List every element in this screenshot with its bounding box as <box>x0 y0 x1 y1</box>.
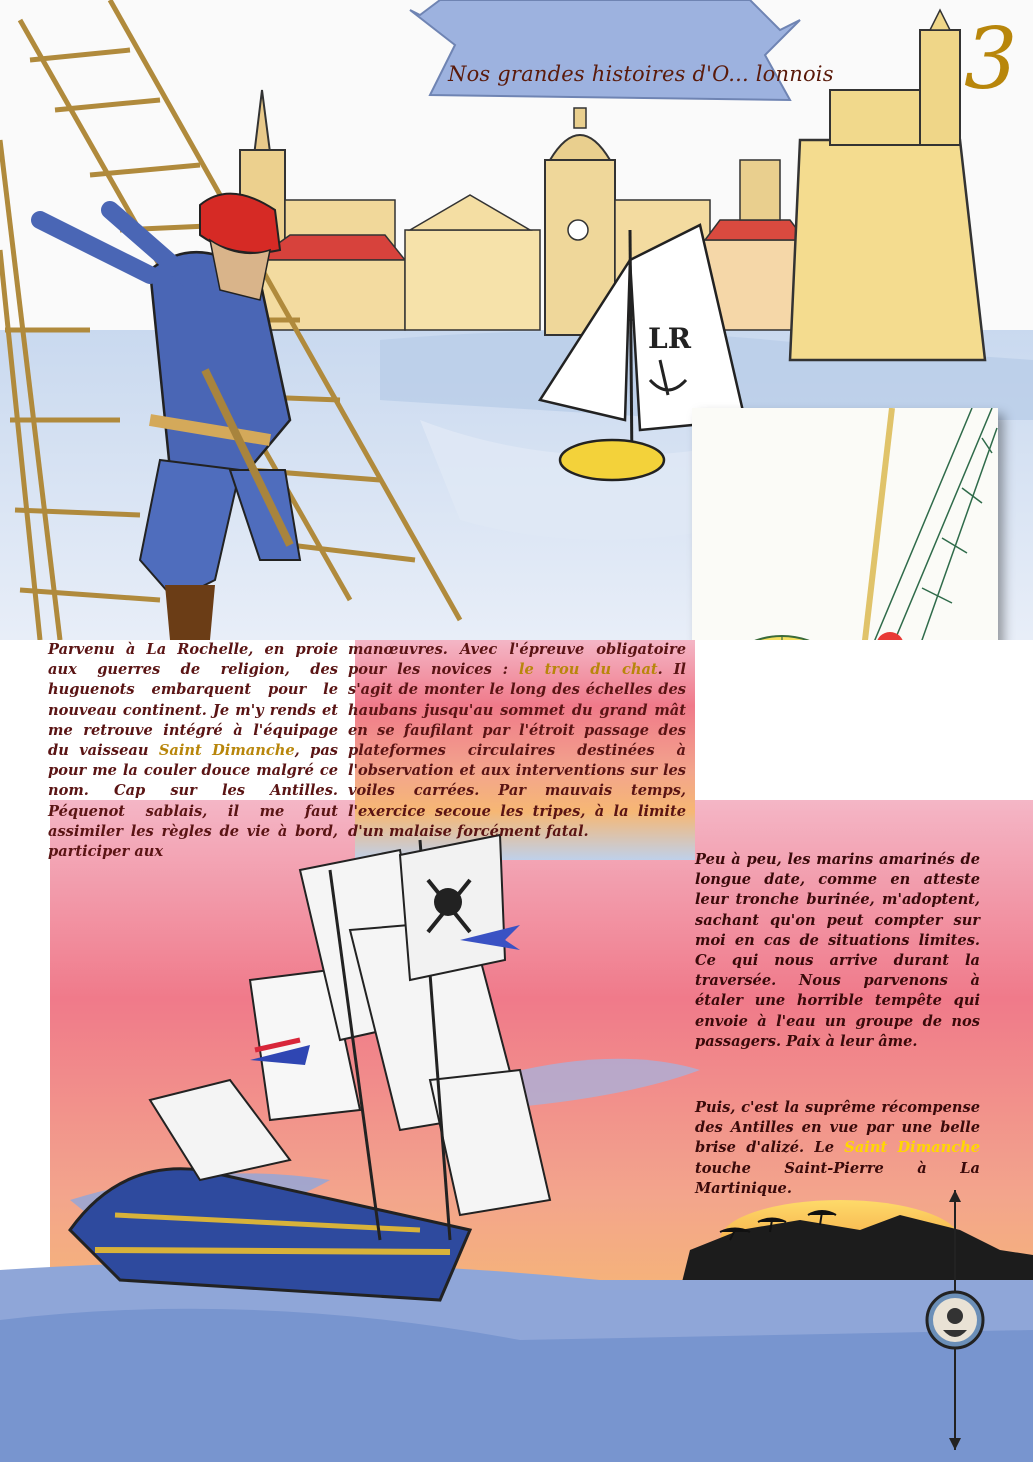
col3b-text-start: Puis, c'est la suprême récompense des Antilles en vue par une belle brise d'alizé. Le <box>695 1099 980 1157</box>
sail-letters: LR <box>648 322 691 355</box>
ship-name-highlight-2: Saint Dimanche <box>844 1139 980 1157</box>
text-column-2 <box>348 640 686 842</box>
text-column-3: Peu à peu, les marins amarinés de longue date, comme en atteste leur tronche burinée, m'adoptent, sachant qu'on peut compter sur moi en cas de situations limites. Ce qui nous arrive durant la traversée. Nous parvenons à étaler une horrible tempête qui envoie à l'eau un groupe de nos passagers. Paix à leur âme. <box>695 851 980 1050</box>
trou-du-chat-highlight: le trou du chat <box>518 661 658 679</box>
text-column-1 <box>48 640 338 862</box>
col1-text-start: Parvenu à La Rochelle, en proie aux guerres de religion, des huguenots embarquent pour le nouveau continent. Je m'y rends et me retrouve intégré à l'équipage du vaisseau <box>48 641 338 760</box>
col2-text-end: . Il s'agit de monter le long des échelles des haubans jusqu'au sommet du grand mât en se faufilant par l'étroit passage des plateformes circulaires destinées à l'observation et aux interventions sur les voiles carrées. Par mauvais temps, l'exercice secoue les tripes, à la limite d'un malaise forcément fatal. <box>348 661 686 840</box>
col1-text-end: , pas pour me la couler douce malgré ce nom. Cap sur les Antilles. Péquenot sablais, il me faut assimiler les règles de vie à bord, participer aux <box>48 742 338 861</box>
text-column-3b <box>695 1098 980 1199</box>
banner-title: Nos grandes histoires d'O... lonnois <box>448 62 834 86</box>
ship-name-highlight: Saint Dimanche <box>158 742 295 760</box>
page-number: 3 <box>964 10 1018 108</box>
col2-text-start: manœuvres. Avec l'épreuve obligatoire pour les novices : <box>348 641 686 679</box>
col3b-text-end: touche Saint-Pierre à La Martinique. <box>695 1159 980 1197</box>
